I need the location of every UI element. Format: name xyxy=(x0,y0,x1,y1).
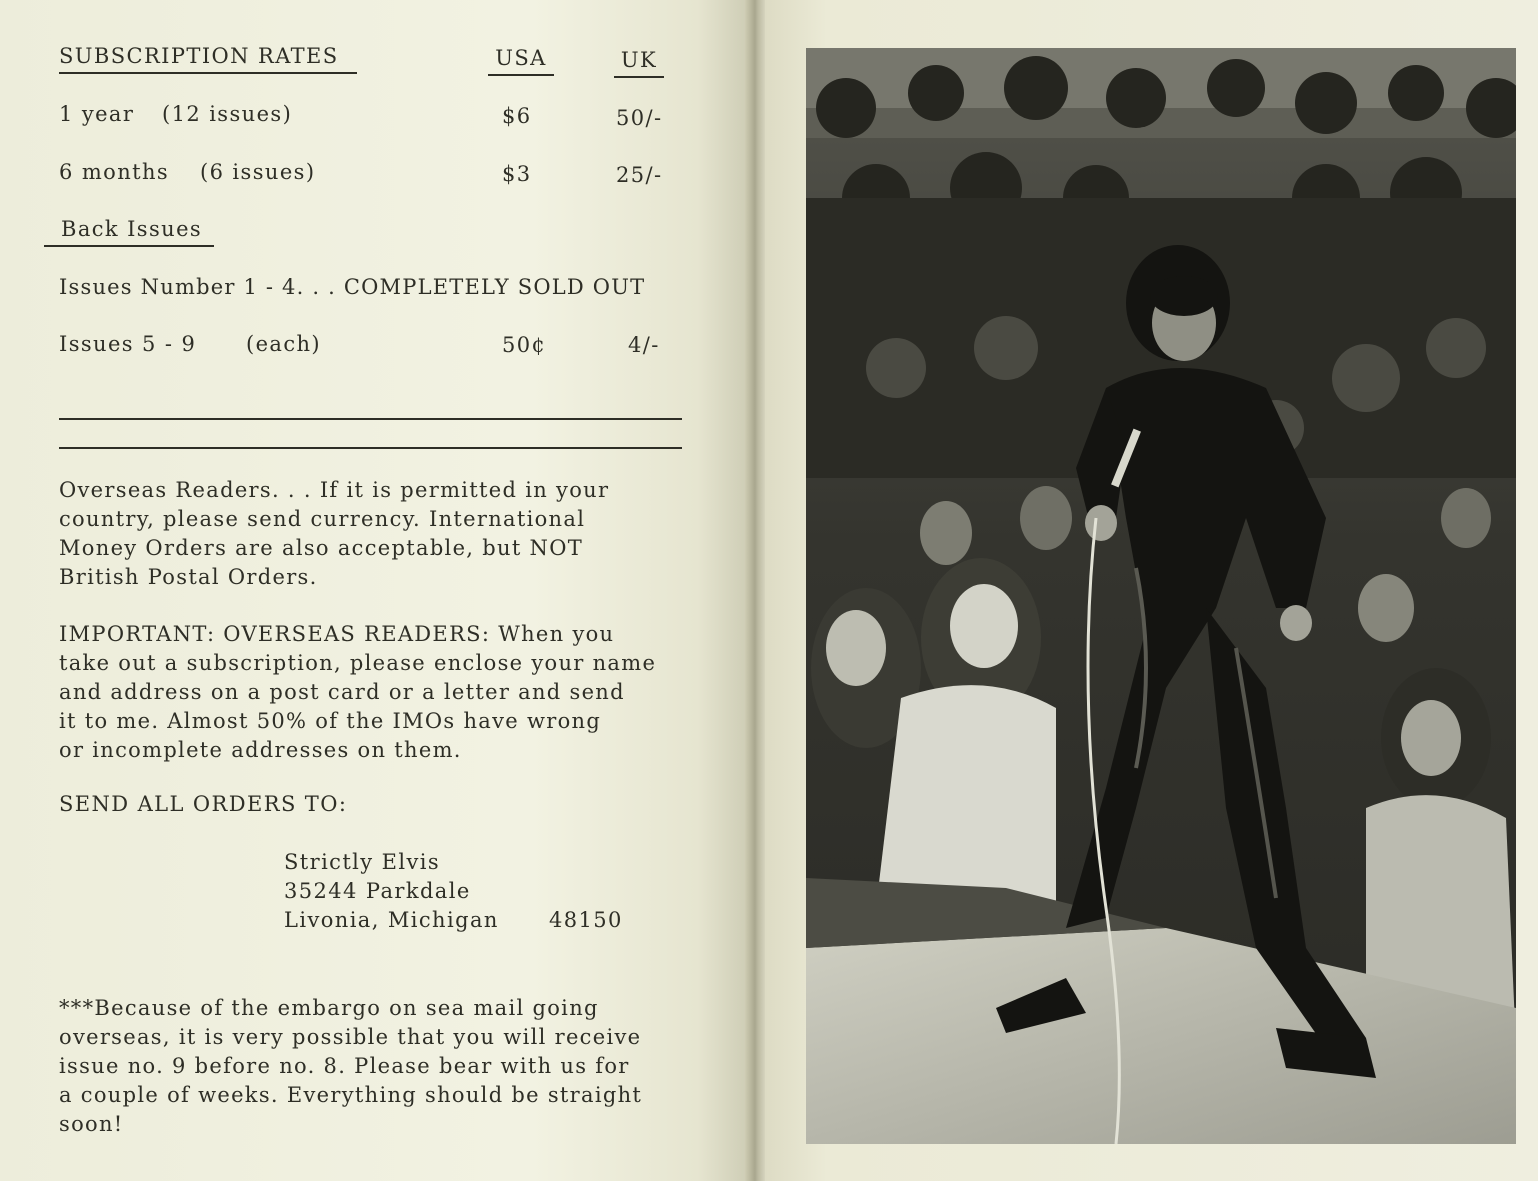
back-issue-usa: 50¢ xyxy=(502,333,547,357)
rate-row-uk: 25/- xyxy=(616,163,663,187)
divider-rule xyxy=(59,447,682,449)
usa-column-header: USA xyxy=(488,46,554,76)
rate-row-issues: (6 issues) xyxy=(200,160,316,184)
send-orders-heading: SEND ALL ORDERS TO: xyxy=(59,792,348,816)
overseas-notice: Overseas Readers. . . If it is permitted in your country, please send currency. International Money Orders are also acceptable, but NOT British Postal Orders. xyxy=(59,478,610,589)
rate-row-term: 1 year xyxy=(59,102,135,126)
rate-row-issues: (12 issues) xyxy=(162,102,293,126)
rate-row-usa: $6 xyxy=(502,104,532,128)
rates-heading: SUBSCRIPTION RATES xyxy=(59,44,357,74)
address-zip: 48150 xyxy=(549,908,623,932)
back-issue-uk: 4/- xyxy=(628,333,660,357)
uk-column-header: UK xyxy=(614,48,664,78)
back-issues-heading: Back Issues xyxy=(44,217,214,247)
address-name: Strictly Elvis xyxy=(284,850,441,874)
rate-row-usa: $3 xyxy=(502,162,532,186)
embargo-notice: ***Because of the embargo on sea mail going overseas, it is very possible that you will receive issue no. 9 before no. 8. Please bear with us for a couple of weeks. Everything should be straight soon! xyxy=(59,996,643,1136)
rate-row-uk: 50/- xyxy=(616,106,663,130)
divider-rule xyxy=(59,418,682,420)
rate-row-term: 6 months xyxy=(59,160,170,184)
book-gutter xyxy=(745,0,767,1181)
back-issue-label: Issues 5 - 9 xyxy=(59,332,197,356)
important-notice: IMPORTANT: OVERSEAS READERS: When you take out a subscription, please enclose your name and address on a post card or a letter and send it to me. Almost 50% of the IMOs have wrong or incomplete addresses on them. xyxy=(59,622,657,762)
address-city: Livonia, Michigan xyxy=(284,908,499,932)
back-issue-note: (each) xyxy=(246,332,322,356)
sold-out-line: Issues Number 1 - 4. . . COMPLETELY SOLD OUT xyxy=(59,275,646,299)
performer-photo-image xyxy=(806,48,1516,1144)
address-street: 35244 Parkdale xyxy=(284,879,471,903)
performer-photo xyxy=(806,48,1516,1144)
